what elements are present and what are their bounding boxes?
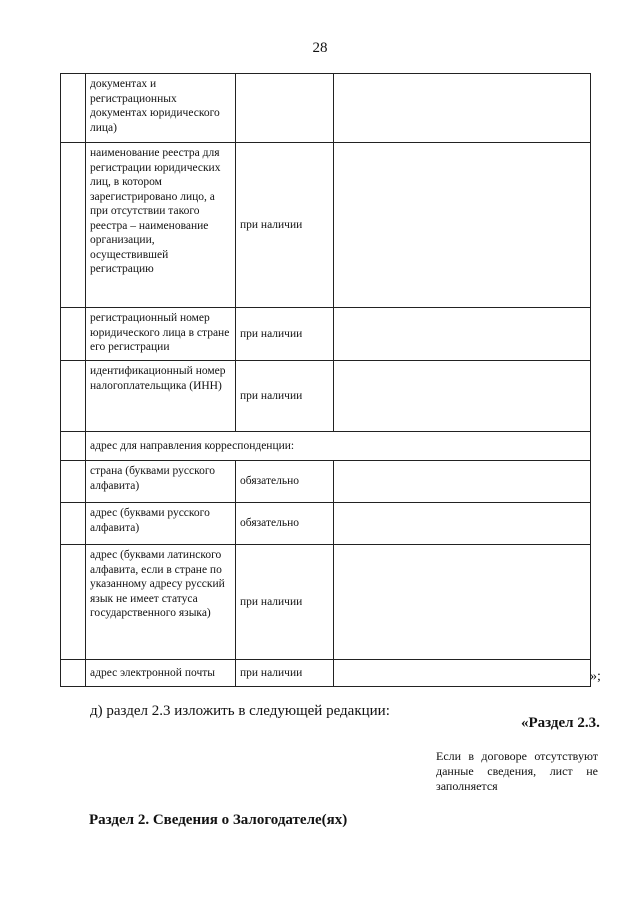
table-row xyxy=(61,432,591,461)
field-requirement: при наличии xyxy=(236,308,334,361)
section-note: Если в договоре отсутствуют данные сведения, лист не заполняется xyxy=(436,749,598,793)
section-header-cell: адрес для направления корреспонденции: xyxy=(86,432,591,461)
table-row xyxy=(61,545,591,660)
amendment-paragraph: д) раздел 2.3 изложить в следующей редакции: xyxy=(90,703,390,719)
field-requirement xyxy=(236,74,334,143)
field-requirement: при наличии xyxy=(236,361,334,432)
field-value-cell[interactable] xyxy=(334,74,591,143)
field-label: наименование реестра для регистрации юридических лиц, в котором зарегистрировано лицо, а при отсутствии такого реестра – наименование организации, осуществившей регистрацию xyxy=(86,143,236,308)
section-number-heading: «Раздел 2.3. xyxy=(521,715,600,731)
page-number: 28 xyxy=(312,40,328,56)
margin-cell xyxy=(61,660,86,687)
field-label: адрес (буквами русского алфавита) xyxy=(86,503,236,545)
field-label: регистрационный номер юридического лица в стране его регистрации xyxy=(86,308,236,361)
field-requirement: при наличии xyxy=(236,660,334,687)
field-label: адрес электронной почты xyxy=(86,660,236,687)
margin-cell xyxy=(61,461,86,503)
field-value-cell[interactable] xyxy=(334,143,591,308)
field-requirement: при наличии xyxy=(236,545,334,660)
field-label: документах и регистрационных документах юридического лица) xyxy=(86,74,236,143)
field-label: идентификационный номер налогоплательщика (ИНН) xyxy=(86,361,236,432)
field-value-cell[interactable] xyxy=(334,308,591,361)
closing-quote-mark: »; xyxy=(590,669,601,684)
table-row xyxy=(61,461,591,503)
table-row xyxy=(61,143,591,308)
field-value-cell[interactable] xyxy=(334,461,591,503)
field-requirement: обязательно xyxy=(236,461,334,503)
table-row xyxy=(61,74,591,143)
margin-cell xyxy=(61,74,86,143)
margin-cell xyxy=(61,308,86,361)
margin-cell xyxy=(61,545,86,660)
field-value-cell[interactable] xyxy=(334,361,591,432)
margin-cell xyxy=(61,503,86,545)
pledgor-info-table xyxy=(60,73,591,687)
table-row xyxy=(61,660,591,687)
section-title: Раздел 2. Сведения о Залогодателе(ях) xyxy=(89,812,348,828)
field-value-cell[interactable] xyxy=(334,503,591,545)
margin-cell xyxy=(61,361,86,432)
table-row xyxy=(61,361,591,432)
field-requirement: обязательно xyxy=(236,503,334,545)
field-value-cell[interactable] xyxy=(334,660,591,687)
field-requirement: при наличии xyxy=(236,143,334,308)
field-value-cell[interactable] xyxy=(334,545,591,660)
margin-cell xyxy=(61,432,86,461)
field-label: адрес (буквами латинского алфавита, если в стране по указанному адресу русский язык не имеет статуса государственного языка) xyxy=(86,545,236,660)
field-label: страна (буквами русского алфавита) xyxy=(86,461,236,503)
table-row xyxy=(61,503,591,545)
margin-cell xyxy=(61,143,86,308)
table-row xyxy=(61,308,591,361)
